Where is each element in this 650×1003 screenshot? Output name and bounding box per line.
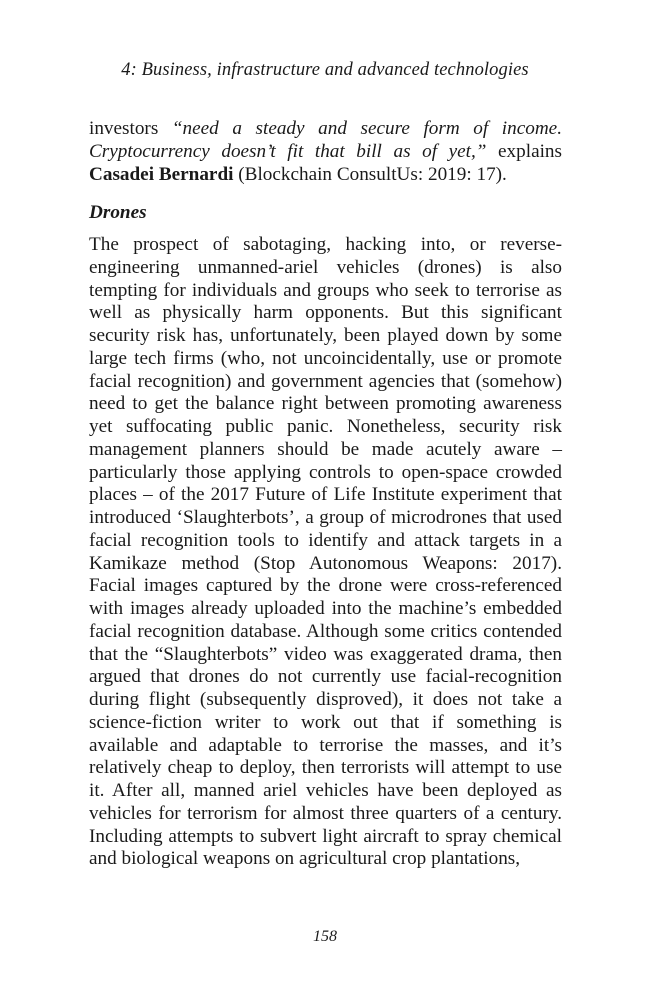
body-text bbox=[89, 118, 562, 871]
intro-verb: explains bbox=[486, 140, 562, 162]
intro-person-name: Casadei Bernardi bbox=[89, 163, 234, 185]
intro-citation: (Blockchain ConsultUs: 2019: 17). bbox=[233, 163, 507, 185]
intro-paragraph bbox=[89, 118, 562, 186]
section-heading: Drones bbox=[89, 202, 147, 224]
drones-paragraph: The prospect of sabotaging, hacking into, or reverse-engineering unmanned-ariel vehicles (drones) is also tempting for individuals and groups who seek to terrorise as well as physically harm opponents. But this significant security risk has, unfortunately, been played down by some large tech firms (who, not uncoincidentally, use or promote facial recognition) and government agencies that (somehow) need to get the balance right between promoting awareness yet suffocating public panic. Nonetheless, security risk management planners should be made acutely aware – particularly those applying controls to open-space crowded places – of the 2017 Future of Life Institute experiment that introduced ‘Slaughterbots’, a group of microdrones that used facial recognition tools to identify and attack targets in a Kamikaze method (Stop Autonomous Weapons: 2017). Facial images captured by the drone were cross-referenced with images already uploaded into the machine’s embedded facial recognition database. Although some critics contended that the “Slaughterbots” video was exaggerated drama, then argued that drones do not currently use facial-recognition during flight (subsequently disproved), it does not take a science-fiction writer to work out that if something is available and adaptable to terrorise the masses, and it’s relatively cheap to deploy, then terrorists will attempt to use it. After all, manned ariel vehicles have been deployed as vehicles for terrorism for almost three quarters of a century. Including attempts to subvert light aircraft to spray chemical and biological weapons on agricultural crop plantations, bbox=[89, 234, 562, 870]
intro-quote: “need a steady and secure form of income. Cryptocurrency doesn’t fit that bill as of yet,” bbox=[89, 118, 562, 162]
intro-lead: investors bbox=[89, 118, 172, 139]
page-number: 158 bbox=[313, 928, 337, 945]
running-head: 4: Business, infrastructure and advanced technologies bbox=[121, 60, 529, 80]
